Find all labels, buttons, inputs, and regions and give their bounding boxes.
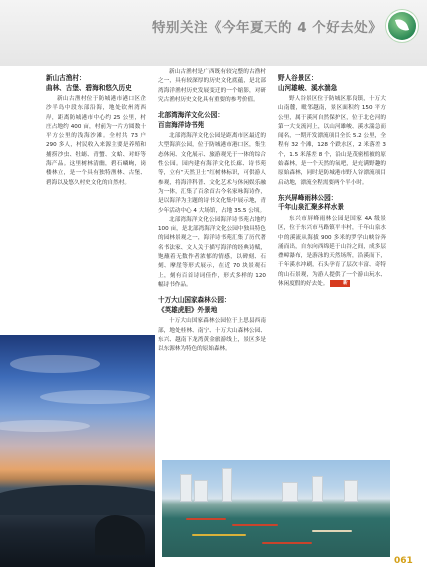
dragon-boat (312, 530, 352, 532)
new-badge-icon: 新 (330, 280, 350, 287)
sunset-coast-photo (0, 335, 155, 567)
section-label: 东兴屏峰雨林公园： (278, 193, 338, 202)
dragon-boat (192, 534, 246, 536)
section-title: 千年山泉汇聚多样水景 (278, 203, 344, 212)
hill-silhouette (0, 485, 155, 515)
section-heading (278, 194, 386, 213)
building (194, 480, 208, 502)
column-3 (278, 68, 386, 289)
dragon-boat (262, 542, 312, 544)
leaf-icon (395, 17, 409, 34)
rock-silhouette (95, 515, 145, 555)
building (344, 480, 358, 502)
section-heading (278, 74, 386, 93)
paragraph: 野人谷景区位于防城区那良镇，十万大山南麓，毗邻越南，景区面积约 150 平方公里，属于溪河自然保护区，位于北仑河的第一大支流河上，以山河雄峻、溪水湍急而闻名，一期开发漂流项目全长 5.2 公里，全程有 32 个滩，128 个跌水区，2 米落差 3 个，1.5 米落差 8 个，沿山是茂密植被的原始森林，是一个天然的氧吧，是充满野趣的原始森林，同时是防城港市野人谷漂流项目启动地，漂流全程需要两个半小时。 (278, 96, 386, 186)
building (222, 468, 232, 502)
section-title: 百亩海洋诗书苑 (158, 120, 205, 129)
paragraph: 新山古渔村是广西既有较完整的古渔村之一，具有较深厚的历史文化底蕴，是北部湾海洋渔村历史发展变迁的一个缩影，对研究古渔村历史文化具有重要的参考价值。 (158, 69, 266, 103)
globe-leaf-logo-icon (388, 12, 416, 40)
cloud (40, 390, 150, 404)
section-title: 曲林、古堡、碧海和悠久历史 (46, 83, 132, 92)
section-heading (158, 111, 266, 130)
paragraph (278, 215, 386, 289)
dragon-boat-race-photo (162, 460, 390, 557)
section-label: 北部湾海洋文化公园： (158, 111, 224, 120)
paragraph: 新山古渔村位于防城港市港口区企沙半岛中段东部沿海，地处钦州湾西岸，距离防城港市中心约 25 公里，村庄占地约 400 亩，村前为一片方圆数十平方公里的浅海沙滩。全村共 73 户 290 多人，村民收入来源主要是养殖和捕捞沙虫、牡蛎、青蟹、文蛤、对虾等海产品。这里树林清幽，碧石嶙峋，岗楼林立，是一个具有独特渔林、古堡、碧海以及悠久村史文化的自然村。 (46, 96, 146, 186)
section-heading (46, 74, 146, 93)
section-label: 野人谷景区： (278, 74, 318, 82)
building (180, 474, 192, 502)
paragraph: 北部湾海洋文化公园海洋诗书苑占地约 100 亩，是北部湾海洋文化公园中独具特色的园林景观之一，海洋诗书苑汇集了历代著名书法家、文人关于描写海洋的经典诗赋，饱蘸着无数作者浓郁的情感，以碑刻、石刻、摩崖等形式展示，在近 70 块景观石上，刻有百首诗词佳作，形式多样的 120 幅诗书作品。 (158, 216, 266, 288)
dragon-boat (186, 518, 226, 520)
column-1 (46, 68, 146, 188)
section-title: 《英雄虎胆》外景地 (158, 305, 218, 314)
paragraph-text: 东兴市屏峰雨林公园是国家 4A 级景区，位于东兴市马路镇平丰村，千年山泉水中的溪流从海拔 900 多米的罗学山峡谷奔涌而出，自东向西绵延于山谷之间，成多层叠嶂瀑布，是游泳的天然场所，沿溪而下，千年溪水冲刷，石头孕育了层次丰富、奇特的山石景观，为游人提供了一个游山玩水、休闲度假的好去处。 (278, 215, 386, 288)
building (312, 476, 323, 502)
section-label: 十万大山国家森林公园： (158, 296, 231, 305)
cloud (10, 355, 100, 373)
building (282, 482, 298, 502)
paragraph: 北部湾海洋文化公园是距离市区最近的大型海滨公园，位于防城港市港口区，集生态休闲、文化展示、旅游观光于一体的综合性公园。园内建有海洋文化长廊、诗书苑等，立有“天然卫士”红树林标识，可供游人参观，将海洋科普、文化艺术与休闲娱乐融为一体，汇集了百余首古今名家咏海诗作，是以海洋为主题的诗书文化集中展示地，青少年活动中心 4 大场馆，占地 35.5 公顷。 (158, 133, 266, 214)
dragon-boat (232, 524, 278, 526)
paragraph: 十万大山国家森林公园位于上思县西南部，地处桂林、南宁、十万大山森林公园、东兴、越南下龙湾黄金旅游线上，景区多是以东源林为特色的原始森林。 (158, 318, 266, 353)
section-heading (158, 296, 266, 315)
column-2 (158, 68, 266, 354)
section-title: 山河雄峻、溪水湍急 (278, 83, 338, 92)
section-label: 新山古渔村： (46, 74, 86, 82)
cloud (0, 420, 90, 432)
page-number: 061 (394, 556, 413, 566)
page-title: 特别关注《今年夏天的 4 个好去处》 (152, 20, 383, 36)
